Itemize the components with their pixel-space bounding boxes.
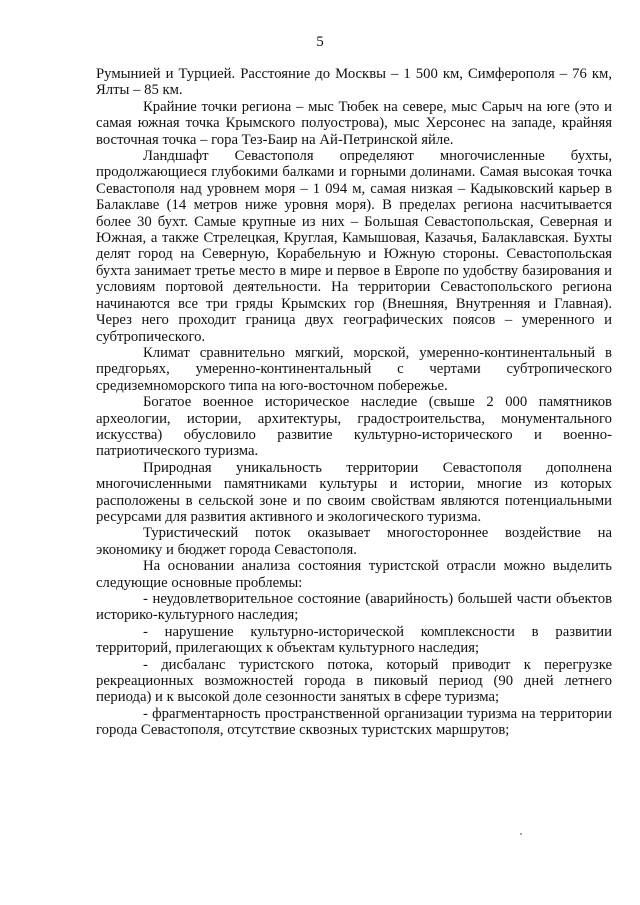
paragraph-heritage: Богатое военное историческое наследие (свыше 2 000 памятников археологии, истории, архитектуры, градостроительства, монументального искусства) обусловило развитие культурно-исторического и военно-патриотического туризма. [96, 394, 612, 460]
paragraph-tourist-flow: Туристический поток оказывает многостороннее воздействие на экономику и бюджет города Севастополя. [96, 525, 612, 558]
page-number: 5 [316, 34, 324, 50]
paragraph-problems-intro: На основании анализа состояния туристской отрасли можно выделить следующие основные проблемы: [96, 558, 612, 591]
list-item-fragmentation: - фрагментарность пространственной организации туризма на территории города Севастополя, отсутствие сквозных туристских маршрутов; [96, 705, 612, 739]
paragraph-nature: Природная уникальность территории Севастополя дополнена многочисленными памятниками культуры и истории, многие из которых расположены в сельской зоне и по своим свойствам являются потенциальными ресурсами для развития активного и экологического туризма. [96, 459, 612, 525]
paragraph-climate: Климат сравнительно мягкий, морской, умеренно-континентальный в предгорьях, умеренно-континентальный с чертами субтропического средиземноморского типа на юго-восточном побережье. [96, 344, 612, 394]
paragraph-extreme-points: Крайние точки региона – мыс Тюбек на севере, мыс Сарыч на юге (это и самая южная точка Крымского полуострова), мыс Херсонес на западе, крайняя восточная точка – гора Тез-Баир на Ай-Петринской яйле. [96, 98, 612, 148]
body-text [96, 66, 612, 739]
list-item-complexity: - нарушение культурно-исторической комплексности в развитии территорий, прилегающих к объектам культурного наследия; [96, 623, 612, 657]
list-item-imbalance: - дисбаланс туристского потока, который приводит к перегрузке рекреационных возможностей города в пиковый период (90 дней летнего периода) и к высокой доле сезонности занятых в сфере туризма; [96, 656, 612, 706]
paragraph-landscape: Ландшафт Севастополя определяют многочисленные бухты, продолжающиеся глубокими балками и горными долинами. Самая высокая точка Севастополя над уровнем моря – 1 094 м, самая низкая – Кадыковский карьер в Балаклаве (14 метров ниже уровня моря). В пределах региона насчитывается более 30 бухт. Самые крупные из них – Большая Севастопольская, Северная и Южная, а также Стрелецкая, Круглая, Камышовая, Казачья, Балаклавская. Бухты делят город на Северную, Корабельную и Южную стороны. Севастопольская бухта занимает третье место в мире и первое в Европе по удобству базирования и условиям портовой деятельности. На территории Севастопольского региона начинаются все три гряды Крымских гор (Внешняя, Внутренняя и Главная). Через него проходит граница двух географических поясов – умеренного и субтропического. [96, 148, 612, 345]
list-item-condition: - неудовлетворительное состояние (аварийность) большей части объектов историко-культурного наследия; [96, 591, 612, 624]
scan-speck [520, 833, 522, 835]
paragraph-continuation: Румынией и Турцией. Расстояние до Москвы – 1 500 км, Симферополя – 76 км, Ялты – 85 км. [96, 66, 612, 99]
